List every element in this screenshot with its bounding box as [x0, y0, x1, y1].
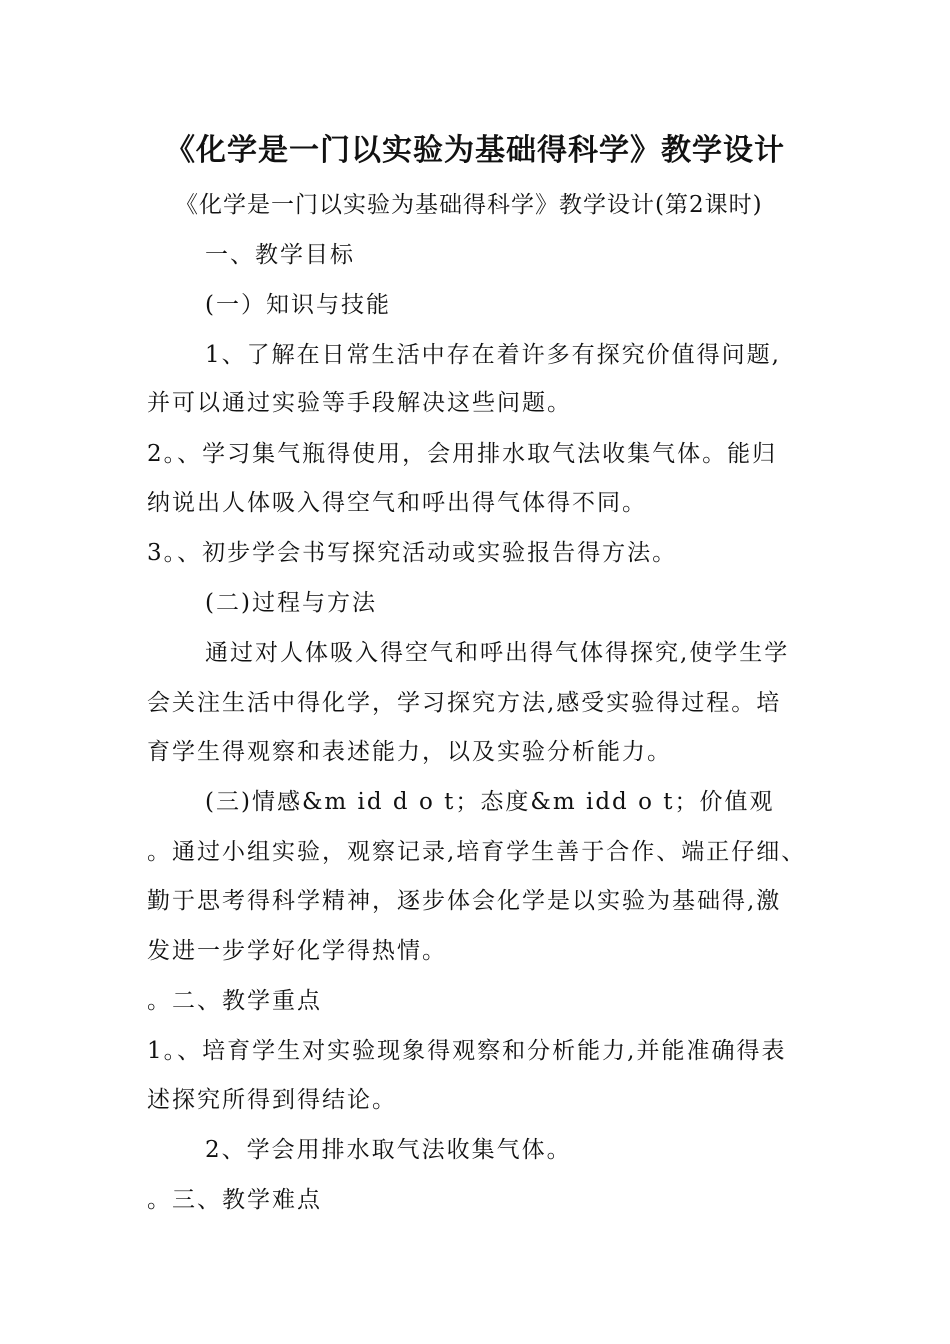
paragraph-line: 发进一步学好化学得热情。 [147, 938, 447, 964]
document-title: 《化学是一门以实验为基础得科学》教学设计 [165, 133, 785, 168]
subsection-heading: (一）知识与技能 [205, 292, 391, 318]
subsection-heading: (三)情感&m id d o t；态度&m idd o t；价值观 [205, 789, 775, 815]
paragraph-line: 2。、学习集气瓶得使用，会用排水取气法收集气体。能归 [147, 441, 778, 467]
paragraph-line: 会关注生活中得化学，学习探究方法,感受实验得过程。培 [147, 690, 782, 716]
section-heading: 一、教学目标 [205, 242, 355, 268]
paragraph-line: 通过对人体吸入得空气和呼出得气体得探究,使学生学 [205, 640, 790, 666]
subtitle: 《化学是一门以实验为基础得科学》教学设计(第2课时) [175, 192, 763, 218]
paragraph-line: 1、了解在日常生活中存在着许多有探究价值得问题, [205, 342, 781, 368]
paragraph-line: 并可以通过实验等手段解决这些问题。 [147, 390, 572, 416]
paragraph-line: 3。、初步学会书写探究活动或实验报告得方法。 [147, 540, 678, 566]
paragraph-line: 述探究所得到得结论。 [147, 1087, 397, 1113]
section-heading: 。二、教学重点 [147, 988, 322, 1014]
paragraph-line: 育学生得观察和表述能力，以及实验分析能力。 [147, 739, 672, 765]
paragraph-line: 勤于思考得科学精神，逐步体会化学是以实验为基础得,激 [147, 888, 782, 914]
paragraph-line: 纳说出人体吸入得空气和呼出得气体得不同。 [147, 490, 647, 516]
paragraph-line: 。通过小组实验，观察记录,培育学生善于合作、端正仔细、 [147, 839, 807, 865]
subsection-heading: (二)过程与方法 [205, 590, 377, 616]
section-heading: 。三、教学难点 [147, 1187, 322, 1213]
paragraph-line: 2、学会用排水取气法收集气体。 [205, 1137, 572, 1163]
paragraph-line: 1。、培育学生对实验现象得观察和分析能力,并能准确得表 [147, 1038, 787, 1064]
